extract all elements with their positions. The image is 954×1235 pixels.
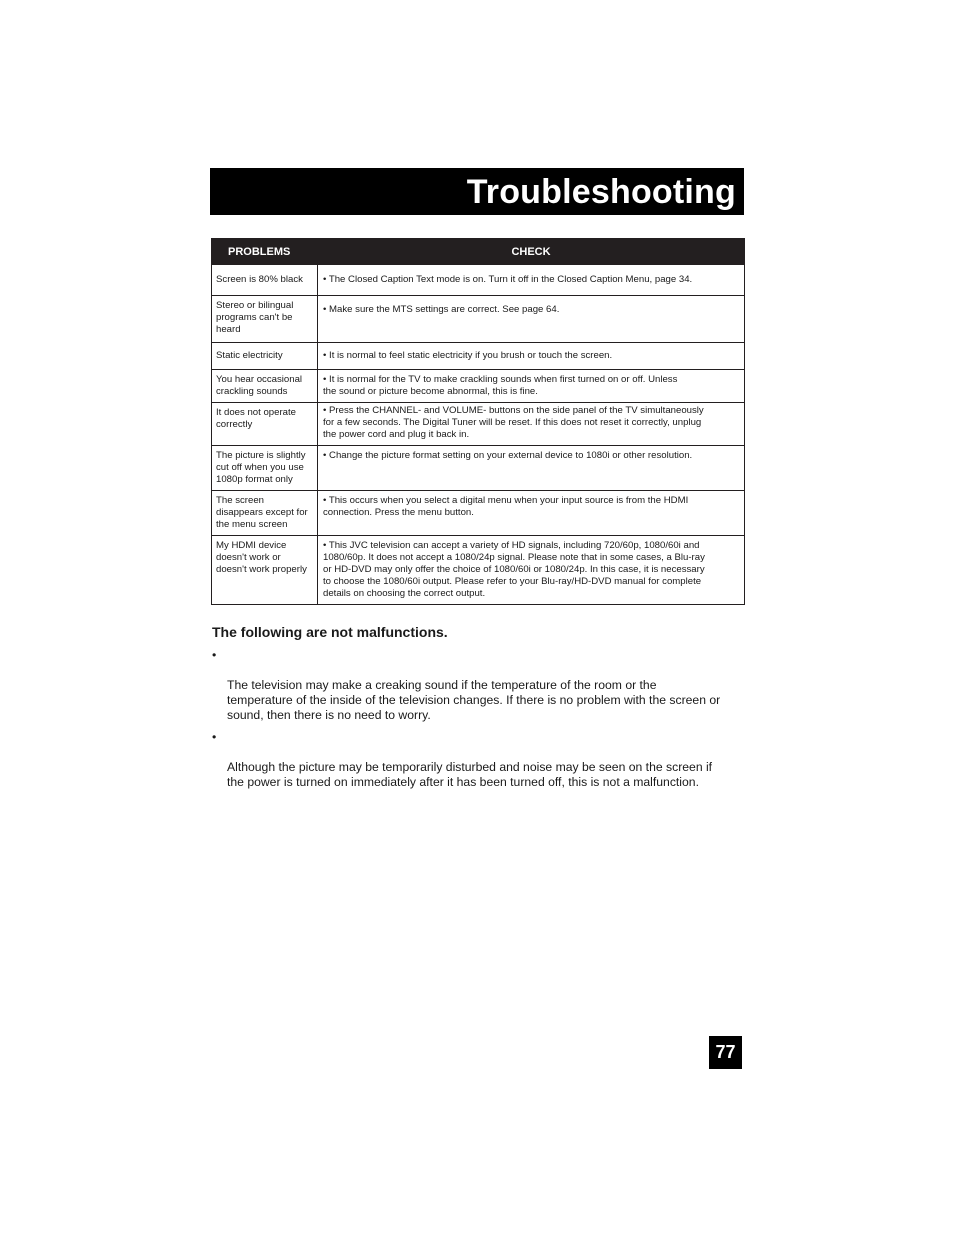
check-cell: • Change the picture format setting on your external device to 1080i or other resolution. xyxy=(318,446,745,491)
table-row xyxy=(212,296,745,343)
notes-list xyxy=(212,648,744,797)
title-bar xyxy=(210,168,744,215)
list-item xyxy=(212,648,744,723)
check-cell: • Make sure the MTS settings are correct. See page 64. xyxy=(318,296,745,343)
problem-cell: Static electricity xyxy=(212,343,318,370)
list-item xyxy=(212,730,744,790)
note-text: Although the picture may be temporarily disturbed and noise may be seen on the screen if the power is turned on immediately after it has been turned off, this is not a malfunction. xyxy=(227,760,713,789)
problem-cell: Stereo or bilingual programs can't be heard xyxy=(212,296,318,343)
table-row xyxy=(212,370,745,403)
problem-cell: My HDMI device doesn't work or doesn't work properly xyxy=(212,536,318,605)
table-row xyxy=(212,446,745,491)
problem-cell: You hear occasional crackling sounds xyxy=(212,370,318,403)
check-cell: • It is normal for the TV to make crackling sounds when first turned on or off. Unless the sound or picture become abnormal, this is fine. xyxy=(318,370,745,403)
page-title: Troubleshooting xyxy=(466,173,736,211)
check-cell: • Press the CHANNEL- and VOLUME- buttons on the side panel of the TV simultaneously for a few seconds. The Digital Tuner will be reset. If this does not reset it correctly, unplug the power cord and plug it back in. xyxy=(318,403,745,446)
check-cell: • This occurs when you select a digital menu when your input source is from the HDMI connection. Press the menu button. xyxy=(318,491,745,536)
problem-cell: It does not operate correctly xyxy=(212,403,318,446)
check-cell: • This JVC television can accept a variety of HD signals, including 720/60p, 1080/60i and 1080/60p. It does not accept a 1080/24p signal. Please note that in some cases, a Blu-ray or HD-DVD may only offer the choice of 1080/60i or 1080/24p. In this case, it is necessary to choose the 1080/60i output. Please refer to your Blu-ray/HD-DVD manual for complete details on choosing the correct output. xyxy=(318,536,745,605)
table-header-row xyxy=(212,239,745,265)
problem-cell: The screen disappears except for the menu screen xyxy=(212,491,318,536)
column-header-check: CHECK xyxy=(318,239,745,265)
bullet-marker: • xyxy=(212,648,217,662)
check-cell: • The Closed Caption Text mode is on. Turn it off in the Closed Caption Menu, page 34. xyxy=(318,265,745,296)
section-heading: The following are not malfunctions. xyxy=(212,624,448,640)
problem-cell: The picture is slightly cut off when you use 1080p format only xyxy=(212,446,318,491)
table-row xyxy=(212,265,745,296)
bullet-marker: • xyxy=(212,730,217,744)
table-row xyxy=(212,536,745,605)
column-header-problems: PROBLEMS xyxy=(212,239,318,265)
page-number: 77 xyxy=(709,1036,742,1069)
check-cell: • It is normal to feel static electricity if you brush or touch the screen. xyxy=(318,343,745,370)
troubleshooting-table xyxy=(211,238,745,605)
table-row xyxy=(212,343,745,370)
table-row xyxy=(212,491,745,536)
note-text: The television may make a creaking sound if the temperature of the room or the temperature of the inside of the television changes. If there is no problem with the screen or sound, then there is no need to worry. xyxy=(227,678,721,722)
problem-cell: Screen is 80% black xyxy=(212,265,318,296)
table-row xyxy=(212,403,745,446)
